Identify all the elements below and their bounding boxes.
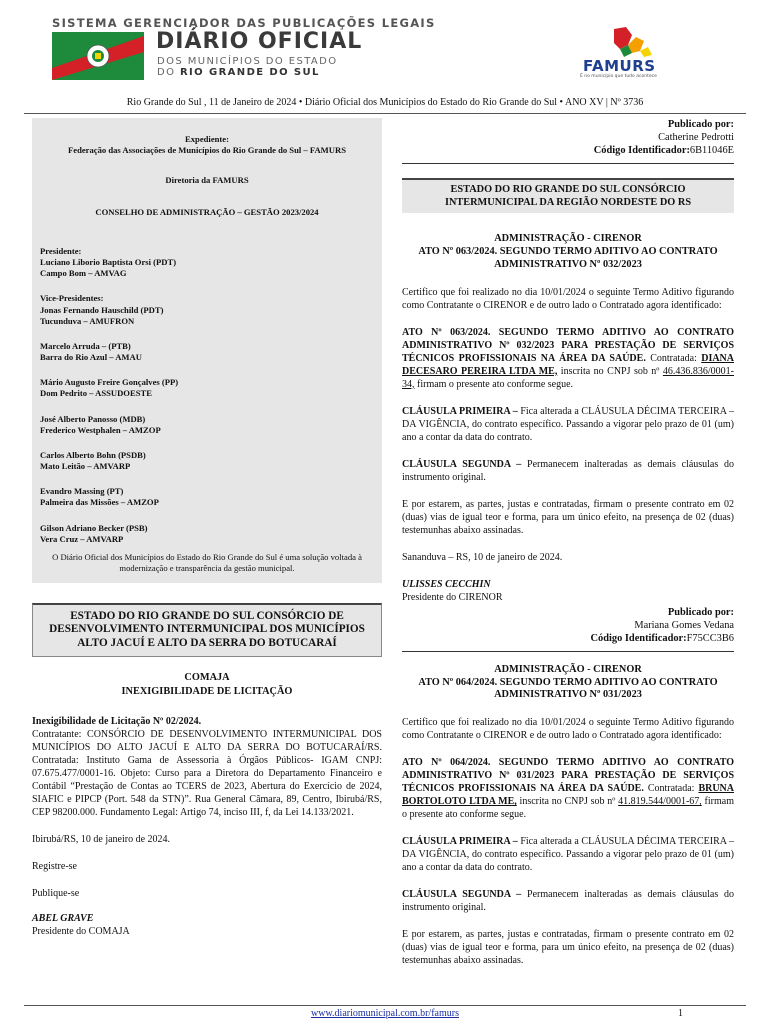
cirenor-signature: ULISSES CECCHIN Presidente do CIRENOR: [402, 578, 503, 603]
comaja-entity-header: ESTADO DO RIO GRANDE DO SUL CONSÓRCIO DE DESENVOLVIMENTO INTERMUNICIPAL DOS MUNICÍPIOS ALTO JACUÍ E ALTO DA SERRA DO BOTUCARAÍ: [32, 603, 382, 657]
ato-063-clausula-1: CLÁUSULA PRIMEIRA – Fica alterada a CLÁUSULA DÉCIMA TERCEIRA – DA VIGÊNCIA, do contrato específico. Passando a vigorar pelo prazo de 01 (um) ano a contar da data do contrato.: [402, 405, 734, 443]
ato-063-date: Sananduva – RS, 10 de janeiro de 2024.: [402, 551, 563, 563]
registre-se: Registre-se: [32, 861, 77, 873]
system-title: SISTEMA GERENCIADOR DAS PUBLICAÇÕES LEGAIS: [52, 16, 436, 30]
rs-flag-icon: [52, 32, 144, 80]
ato-064-title: ADMINISTRAÇÃO - CIRENOR ATO Nº 064/2024. SEGUNDO TERMO ADITIVO AO CONTRATO ADMINISTRATIVO Nº 031/2023: [418, 663, 718, 701]
inexigibilidade-ref: Inexigibilidade de Licitação Nº 02/2024.: [32, 716, 202, 728]
ato-063-certifico: Certifico que foi realizado no dia 10/01/2024 o seguinte Termo Aditivo figurando como Contratante o CIRENOR e de outro lado o Contratado agora identificado:: [402, 286, 734, 311]
ato-064-clausula-2: CLÁUSULA SEGUNDA – Permanecem inalteradas as demais cláusulas do instrumento original.: [402, 889, 734, 914]
ato-064-clausula-1: CLÁUSULA PRIMEIRA – Fica alterada a CLÁUSULA DÉCIMA TERCEIRA – DA VIGÊNCIA, do contrato específico. Passando a vigorar pelo prazo de 01 (um) ano a contar da data do contrato.: [402, 836, 734, 874]
ato-064-details: ATO Nº 064/2024. SEGUNDO TERMO ADITIVO AO CONTRATO ADMINISTRATIVO Nº 031/2023 PARA PRESTAÇÃO DE SERVIÇOS TÉCNICOS PROFISSIONAIS NA ÁREA DA SAÚDE. Contratada: BRUNA BORTOLOTO LTDA ME, inscrita no CNPJ sob nº 41.819.544/0001-67, firmam o presente ato conforme segue.: [402, 757, 734, 821]
ato-064-closing: E por estarem, as partes, justas e contratadas, firmam o presente contrato em 02 (duas) vias de igual teor e forma, para um único efeito, na presença de 02 (duas) testemunhas abaixo assinadas.: [402, 929, 734, 967]
ato-064-certifico: Certifico que foi realizado no dia 10/01/2024 o seguinte Termo Aditivo figurando como Contratante o CIRENOR e de outro lado o Contratado agora identificado:: [402, 717, 734, 742]
member-entry: Evandro Massing (PT) Palmeira das Missões – AMZOP: [40, 486, 159, 508]
brand-title: DIÁRIO OFICIAL: [156, 29, 363, 54]
comaja-body: Contratante: CONSÓRCIO DE DESENVOLVIMENTO INTERMUNICIPAL DOS MUNICÍPIOS DO ALTO JACUÍ E ALTO DA SERRA DO BOTUCARAÍ/RS. Contratada: Instituto Gama de Assessoria à Órgãos Públicos- IGAM CNPJ: 07.675.477/0001-16. Objeto: Curso para a Diretora do Departamento Financeiro e Contábil “Prestação de Contas ao TCERS de 2023, Abertura do Exercício de 2024, SIAFIC e PIPCP (Port. 548 da STN)”. Rua General Câmara, 89, Centro, Ibirubá/RS, CEP 98200.000. Fundamento Legal: Artigo 74, inciso III, f, da Lei 14.133/2021.: [32, 729, 382, 819]
ato-063-details: ATO Nº 063/2024. SEGUNDO TERMO ADITIVO AO CONTRATO ADMINISTRATIVO Nº 032/2023 PARA PRESTAÇÃO DE SERVIÇOS TÉCNICOS PROFISSIONAIS NA ÁREA DA SAÚDE. Contratada: DIANA DECESARO PEREIRA LTDA ME, inscrita no CNPJ sob nº 46.436.836/0001-34, firmam o presente ato conforme segue.: [402, 326, 734, 390]
member-entry: Marcelo Arruda – (PTB) Barra do Rio Azul – AMAU: [40, 340, 142, 363]
comaja-title: COMAJA INEXIGIBILIDADE DE LICITAÇÃO: [121, 672, 293, 698]
ato-063-title: ADMINISTRAÇÃO - CIRENOR ATO Nº 063/2024. SEGUNDO TERMO ADITIVO AO CONTRATO ADMINISTRATIVO Nº 032/2023: [418, 233, 718, 270]
famurs-tagline: É no município que tudo acontece: [580, 74, 657, 79]
footer-website-link[interactable]: www.diariomunicipal.com.br/famurs: [311, 1008, 459, 1019]
section-divider: [402, 163, 734, 164]
brand-subtitle-2: DO RIO GRANDE DO SUL: [157, 67, 320, 78]
section-divider: [402, 651, 734, 652]
right-column: [402, 118, 734, 967]
expediente-board: Diretoria da FAMURS: [165, 175, 249, 186]
published-by-block: Publicado por: Catherine Pedrotti Código Identificador:6B11046E: [593, 119, 734, 156]
cirenor-entity-header: ESTADO DO RIO GRANDE DO SUL CONSÓRCIO INTERMUNICIPAL DA REGIÃO NORDESTE DO RS: [402, 178, 734, 213]
published-by-block: Publicado por: Mariana Gomes Vedana Código Identificador:F75CC3B6: [590, 606, 734, 644]
left-column: [32, 118, 382, 938]
member-entry: Gilson Adriano Becker (PSB) Vera Cruz – AMVARP: [40, 522, 148, 544]
header-divider: [24, 113, 746, 114]
member-entry: Vice-Presidentes: Jonas Fernando Hauschild (PDT) Tucunduva – AMUFRON: [40, 293, 164, 326]
edition-info-line: Rio Grande do Sul , 11 de Janeiro de 2024 • Diário Oficial dos Municípios do Estado do Rio Grande do Sul • ANO XV | Nº 3736: [126, 97, 644, 108]
member-entry: Presidente: Luciano Liborio Baptista Orsi (PDT) Campo Bom – AMVAG: [40, 245, 177, 279]
brand-subtitle-1: DOS MUNICÍPIOS DO ESTADO: [157, 56, 338, 67]
member-entry: Carlos Alberto Bohn (PSDB) Mato Leitão – AMVARP: [40, 449, 146, 472]
footer-divider: [24, 1005, 746, 1006]
ato-063-closing: E por estarem, as partes, justas e contratadas, firmam o presente contrato em 02 (duas) vias de igual teor e forma, para um único efeito, na presença de 02 (duas) testemunhas abaixo assinadas.: [402, 498, 734, 536]
member-entry: José Alberto Panosso (MDB) Frederico Westphalen – AMZOP: [40, 413, 161, 435]
ato-063-clausula-2: CLÁUSULA SEGUNDA – Permanecem inalteradas as demais cláusulas do instrumento original.: [402, 458, 734, 483]
page-number: 1: [678, 1008, 683, 1019]
expediente-title: Expediente:: [185, 134, 229, 144]
expediente-box: [32, 118, 382, 583]
famurs-wordmark: FAMURS: [583, 57, 656, 75]
expediente-federation: Federação das Associações de Municípios do Rio Grande do Sul – FAMURS: [68, 144, 346, 155]
publique-se: Publique-se: [32, 888, 80, 900]
member-entry: Mário Augusto Freire Gonçalves (PP) Dom Pedrito – ASSUDOESTE: [40, 377, 179, 399]
comaja-date: Ibirubá/RS, 10 de janeiro de 2024.: [32, 834, 171, 846]
expediente-council: CONSELHO DE ADMINISTRAÇÃO – GESTÃO 2023/2024: [95, 206, 319, 217]
comaja-signature: ABEL GRAVE Presidente do COMAJA: [32, 913, 130, 938]
expediente-footer: O Diário Oficial dos Municípios do Estado do Rio Grande do Sul é uma solução voltada à modernização e transparência da gestão municipal.: [52, 552, 362, 574]
